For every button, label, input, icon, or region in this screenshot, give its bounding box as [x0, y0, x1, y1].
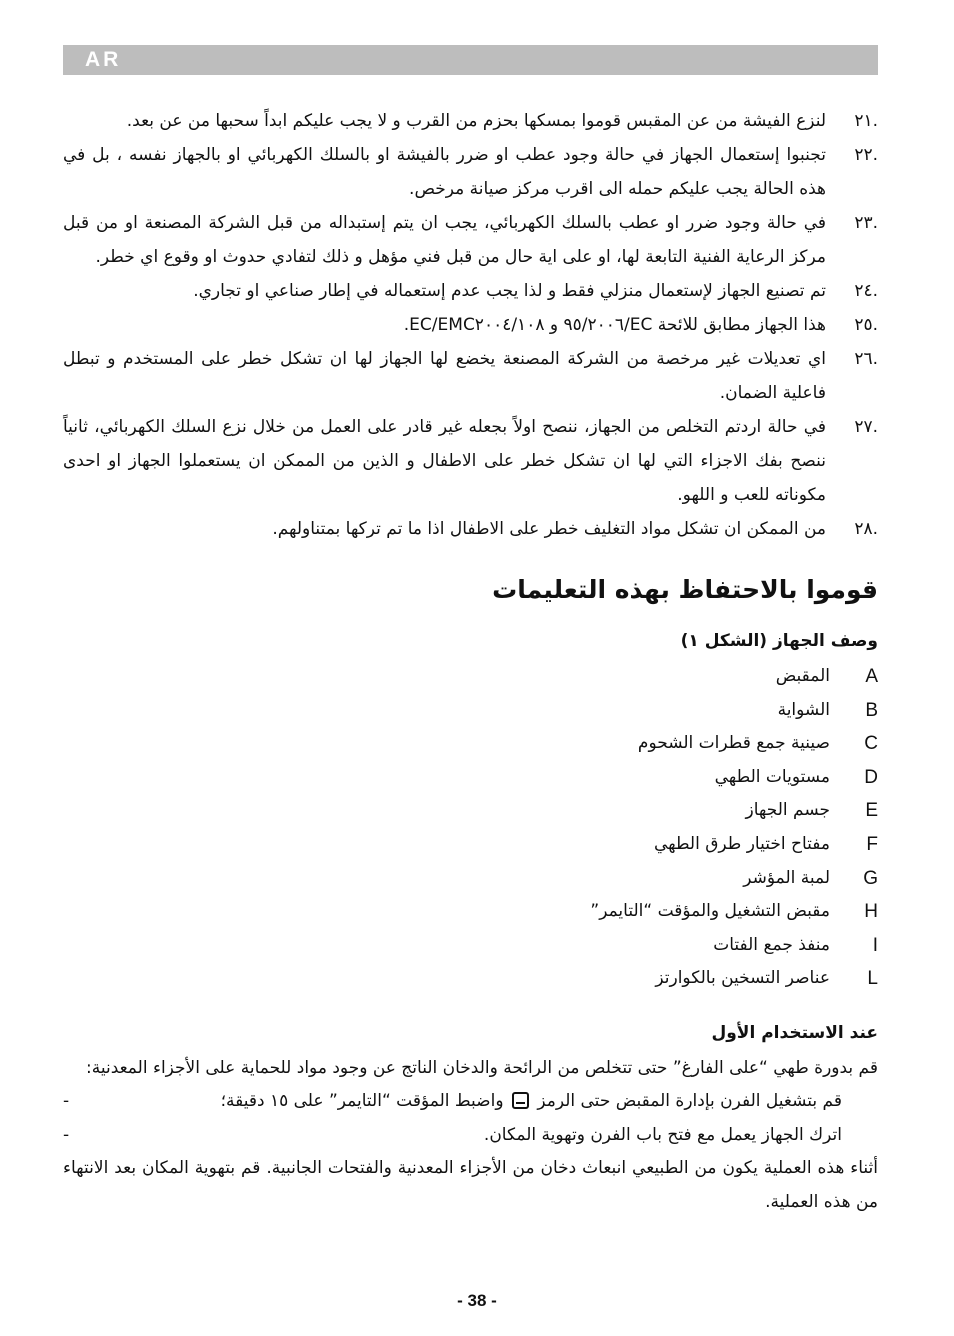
step-text: اترك الجهاز يعمل مع فتح باب الفرن وتهوية المكان.	[483, 1124, 842, 1145]
first-use-steps	[63, 1085, 878, 1152]
oven-symbol-icon	[512, 1092, 529, 1109]
list-item	[63, 694, 878, 728]
part-letter: C	[864, 733, 878, 755]
list-item	[63, 828, 878, 862]
item-text: من الممكن ان تشكل مواد التغليف خطر على الاطفال اذا ما تم تركها بمتناولهم.	[272, 519, 826, 539]
part-name: لمبة المؤشر	[743, 867, 830, 888]
step-text-end: واضبط المؤقت “التايمر” على ١٥ دقيقة؛	[220, 1091, 504, 1112]
part-name: مستويات الطهي	[714, 766, 830, 787]
list-item	[63, 660, 878, 694]
item-number: .٢٨	[854, 519, 878, 539]
step-text-start: قم بتشغيل الفرن بإدارة المقبض حتى الرمز	[537, 1091, 842, 1112]
list-item	[63, 342, 878, 410]
first-use-note: أثناء هذه العملية يكون من الطبيعي انبعاث دخان من الأجزاء المعدنية والفتحات الجانبية. قم بتهوية المكان بعد الانتهاء من هذه العملية.	[63, 1158, 878, 1212]
list-item	[63, 1119, 878, 1153]
item-text: لنزع الفيشة من عن المقبس قوموا بمسكها بحزم من القرب و لا يجب عليكم ابداً سحبها من عن بعد.	[126, 111, 826, 131]
part-name: الشواية	[777, 699, 830, 720]
item-text: في حالة وجود ضرر او عطب بالسلك الكهربائي، يجب ان يتم إستبداله من قبل الشركة المصنعة او من قبل مركز الرعاية الفنية التابعة لها، او على اية حال من قبل فني مؤهل و ذلك لتفادي حدوث او وقوع اي خطر.	[63, 213, 826, 267]
item-number: .٢٢	[854, 145, 878, 165]
list-item	[63, 862, 878, 896]
list-item	[63, 512, 878, 546]
list-item	[63, 761, 878, 795]
item-number: .٢٣	[854, 213, 878, 233]
language-header-bar	[63, 45, 878, 75]
part-letter: I	[872, 934, 878, 956]
item-number: .٢١	[854, 111, 878, 131]
bullet-dash: -	[63, 1124, 70, 1145]
list-item	[63, 727, 878, 761]
bullet-dash: -	[63, 1091, 70, 1112]
first-use-heading: عند الاستخدام الأول	[711, 1022, 878, 1043]
part-letter: A	[865, 666, 878, 687]
item-number: .٢٥	[854, 315, 878, 335]
list-item	[63, 138, 878, 206]
list-item	[63, 410, 878, 512]
list-item	[63, 206, 878, 274]
list-item	[63, 929, 878, 963]
list-item	[63, 274, 878, 308]
list-item	[63, 1085, 878, 1119]
item-number: .٢٧	[854, 417, 878, 437]
part-letter: L	[867, 968, 878, 990]
language-code: AR	[85, 48, 122, 71]
item-text: تم تصنيع الجهاز لإستعمال منزلي فقط و لذا يجب عدم إستعماله في إطار صناعي او تجاري.	[193, 281, 826, 301]
item-text: في حالة اردتم التخلص من الجهاز، ننصح اولاً بجعله غير قادر على العمل من خلال نزع السلك الكهربائي، ثانياً ننصح بفك الاجزاء التي لها ان تشكل خطر على الاطفال و الذين من الممكن ان يستعملوا الجهاز او احدى مكوناته للعب و اللهو.	[63, 417, 826, 505]
part-name: المقبض	[775, 666, 830, 686]
page-content	[63, 104, 878, 1219]
list-item	[63, 104, 878, 138]
part-letter: G	[863, 867, 878, 889]
appliance-description-heading: وصف الجهاز (الشكل ١)	[680, 631, 878, 651]
part-name: مقبض التشغيل والمؤقت “التايمر”	[590, 901, 830, 922]
part-name: منفذ جمع الفتات	[713, 934, 830, 955]
page-number: - 38 -	[457, 1291, 497, 1310]
part-letter: H	[864, 901, 878, 923]
part-letter: B	[865, 699, 878, 721]
step-text	[115, 1085, 878, 1119]
item-text: هذا الجهاز مطابق للائحة EC/٩٥/٢٠٠٦ و EMC٢٠٠٤/١٠٨/EC.	[403, 315, 826, 335]
list-item	[63, 308, 878, 342]
part-letter: F	[866, 833, 878, 855]
part-name: عناصر التسخين بالكوارتز	[655, 968, 830, 989]
safety-instructions-list	[63, 104, 878, 546]
part-name: صينية جمع قطرات الشحوم	[637, 733, 830, 754]
list-item	[63, 895, 878, 929]
part-letter: D	[864, 766, 878, 788]
item-text: اي تعديلات غير مرخصة من الشركة المصنعة يخضع لها الجهاز لها ان تشكل خطر على المستخدم و تبطل فاعلية الضمان.	[63, 349, 826, 403]
list-item	[63, 794, 878, 828]
part-name: مفتاح اختيار طرق الطهي	[653, 833, 830, 854]
part-name: جسم الجهاز	[745, 800, 830, 821]
part-letter: E	[865, 800, 878, 822]
item-text: تجنبوا إستعمال الجهاز في حالة وجود عطب او ضرر بالفيشة او بالسلك الكهربائي او بالجهاز نفسه ، بل في هذه الحالة يجب عليكم حمله الى اقرب مركز صيانة مرخص.	[63, 145, 826, 199]
list-item	[63, 962, 878, 996]
item-number: .٢٤	[854, 281, 878, 301]
keep-instructions-heading: قوموا بالاحتفاظ بهذه التعليمات	[492, 575, 878, 604]
item-number: .٢٦	[854, 349, 878, 369]
parts-list	[63, 660, 878, 996]
first-use-intro: قم بدورة طهي “على الفارغ” حتى تتخلص من الرائحة والدخان الناتج عن وجود مواد للحماية على الأجزاء المعدنية:	[85, 1057, 878, 1078]
